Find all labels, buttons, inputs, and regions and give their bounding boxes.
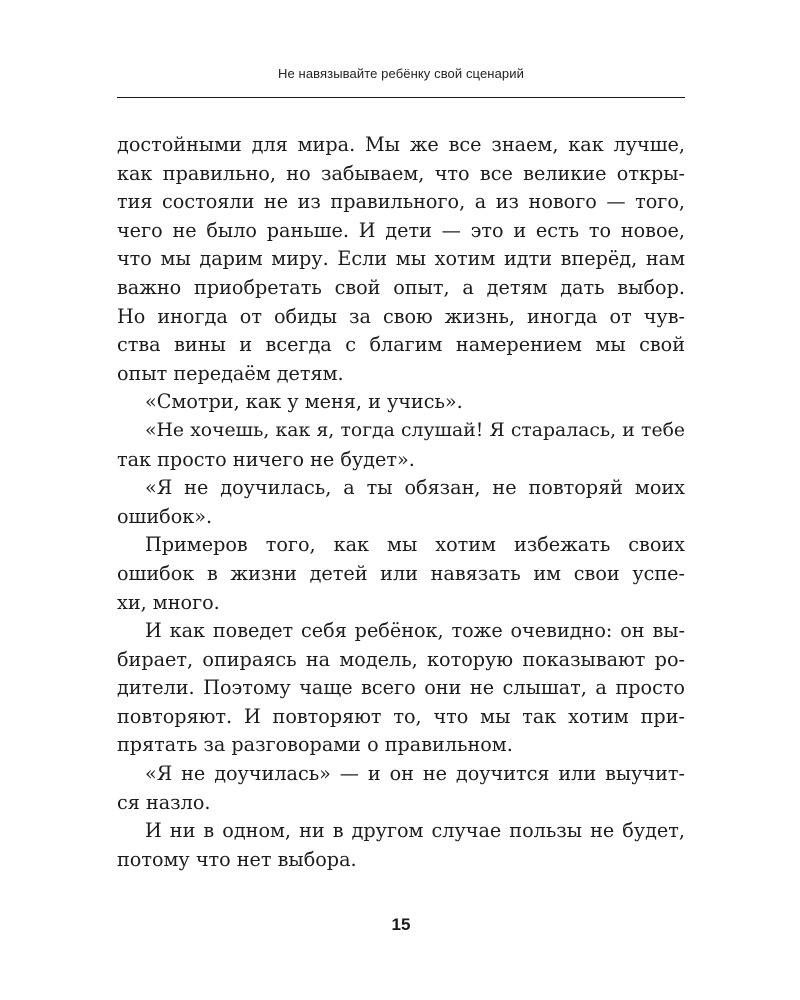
text-line: ошибок».: [117, 504, 213, 528]
text-line: прятать за разговорами о правильном.: [117, 733, 513, 757]
text-line: «Я не доучилась, а ты обязан, не повторяй моих: [145, 476, 685, 500]
text-line: тия состояли не из правильного, а из нового — того,: [117, 190, 685, 214]
text-line: важно приобретать свой опыт, а детям дать выбор.: [117, 275, 685, 299]
text-line: И как поведет себя ребёнок, тоже очевидно: он вы-: [145, 619, 685, 643]
body-text: [117, 131, 685, 874]
text-line: опыт передаём детям.: [117, 361, 344, 385]
text-line: «Не хочешь, как я, тогда слушай! Я старалась, и тебе: [145, 419, 685, 441]
page-number: 15: [391, 915, 411, 934]
text-line: «Я не доучилась» — и он не доучится или выучит-: [145, 762, 685, 786]
text-line: как правильно, но забываем, что все великие откры-: [117, 161, 685, 185]
text-line: повторяют. И повторяют то, что мы так хотим при-: [117, 704, 685, 728]
text-line: И ни в одном, ни в другом случае пользы не будет,: [145, 819, 685, 843]
text-line: ства вины и всегда с благим намерением мы свой: [117, 333, 685, 357]
text-line: так просто ничего не будет».: [117, 447, 415, 471]
header-rule: [117, 97, 685, 98]
text-line: потому что нет выбора.: [117, 847, 357, 871]
text-line: хи, много.: [117, 590, 220, 614]
text-line: «Смотри, как у меня, и учись».: [145, 390, 463, 414]
text-line: Но иногда от обиды за свою жизнь, иногда от чув-: [117, 304, 685, 328]
running-head: Не навязывайте ребёнку свой сценарий: [278, 66, 524, 81]
text-line: дители. Поэтому чаще всего они не слышат, а просто: [117, 676, 685, 700]
text-line: достойными для мира. Мы же все знаем, как лучше,: [117, 133, 685, 156]
text-line: бирает, опираясь на модель, которую показывают ро-: [117, 647, 685, 671]
text-line: Примеров того, как мы хотим избежать своих: [145, 533, 685, 557]
text-line: чего не было раньше. И дети — это и есть то новое,: [117, 218, 685, 242]
text-line: ся назло.: [117, 790, 211, 814]
text-line: что мы дарим миру. Если мы хотим идти вперёд, нам: [117, 247, 685, 271]
text-line: ошибок в жизни детей или навязать им свои успе-: [117, 561, 685, 585]
